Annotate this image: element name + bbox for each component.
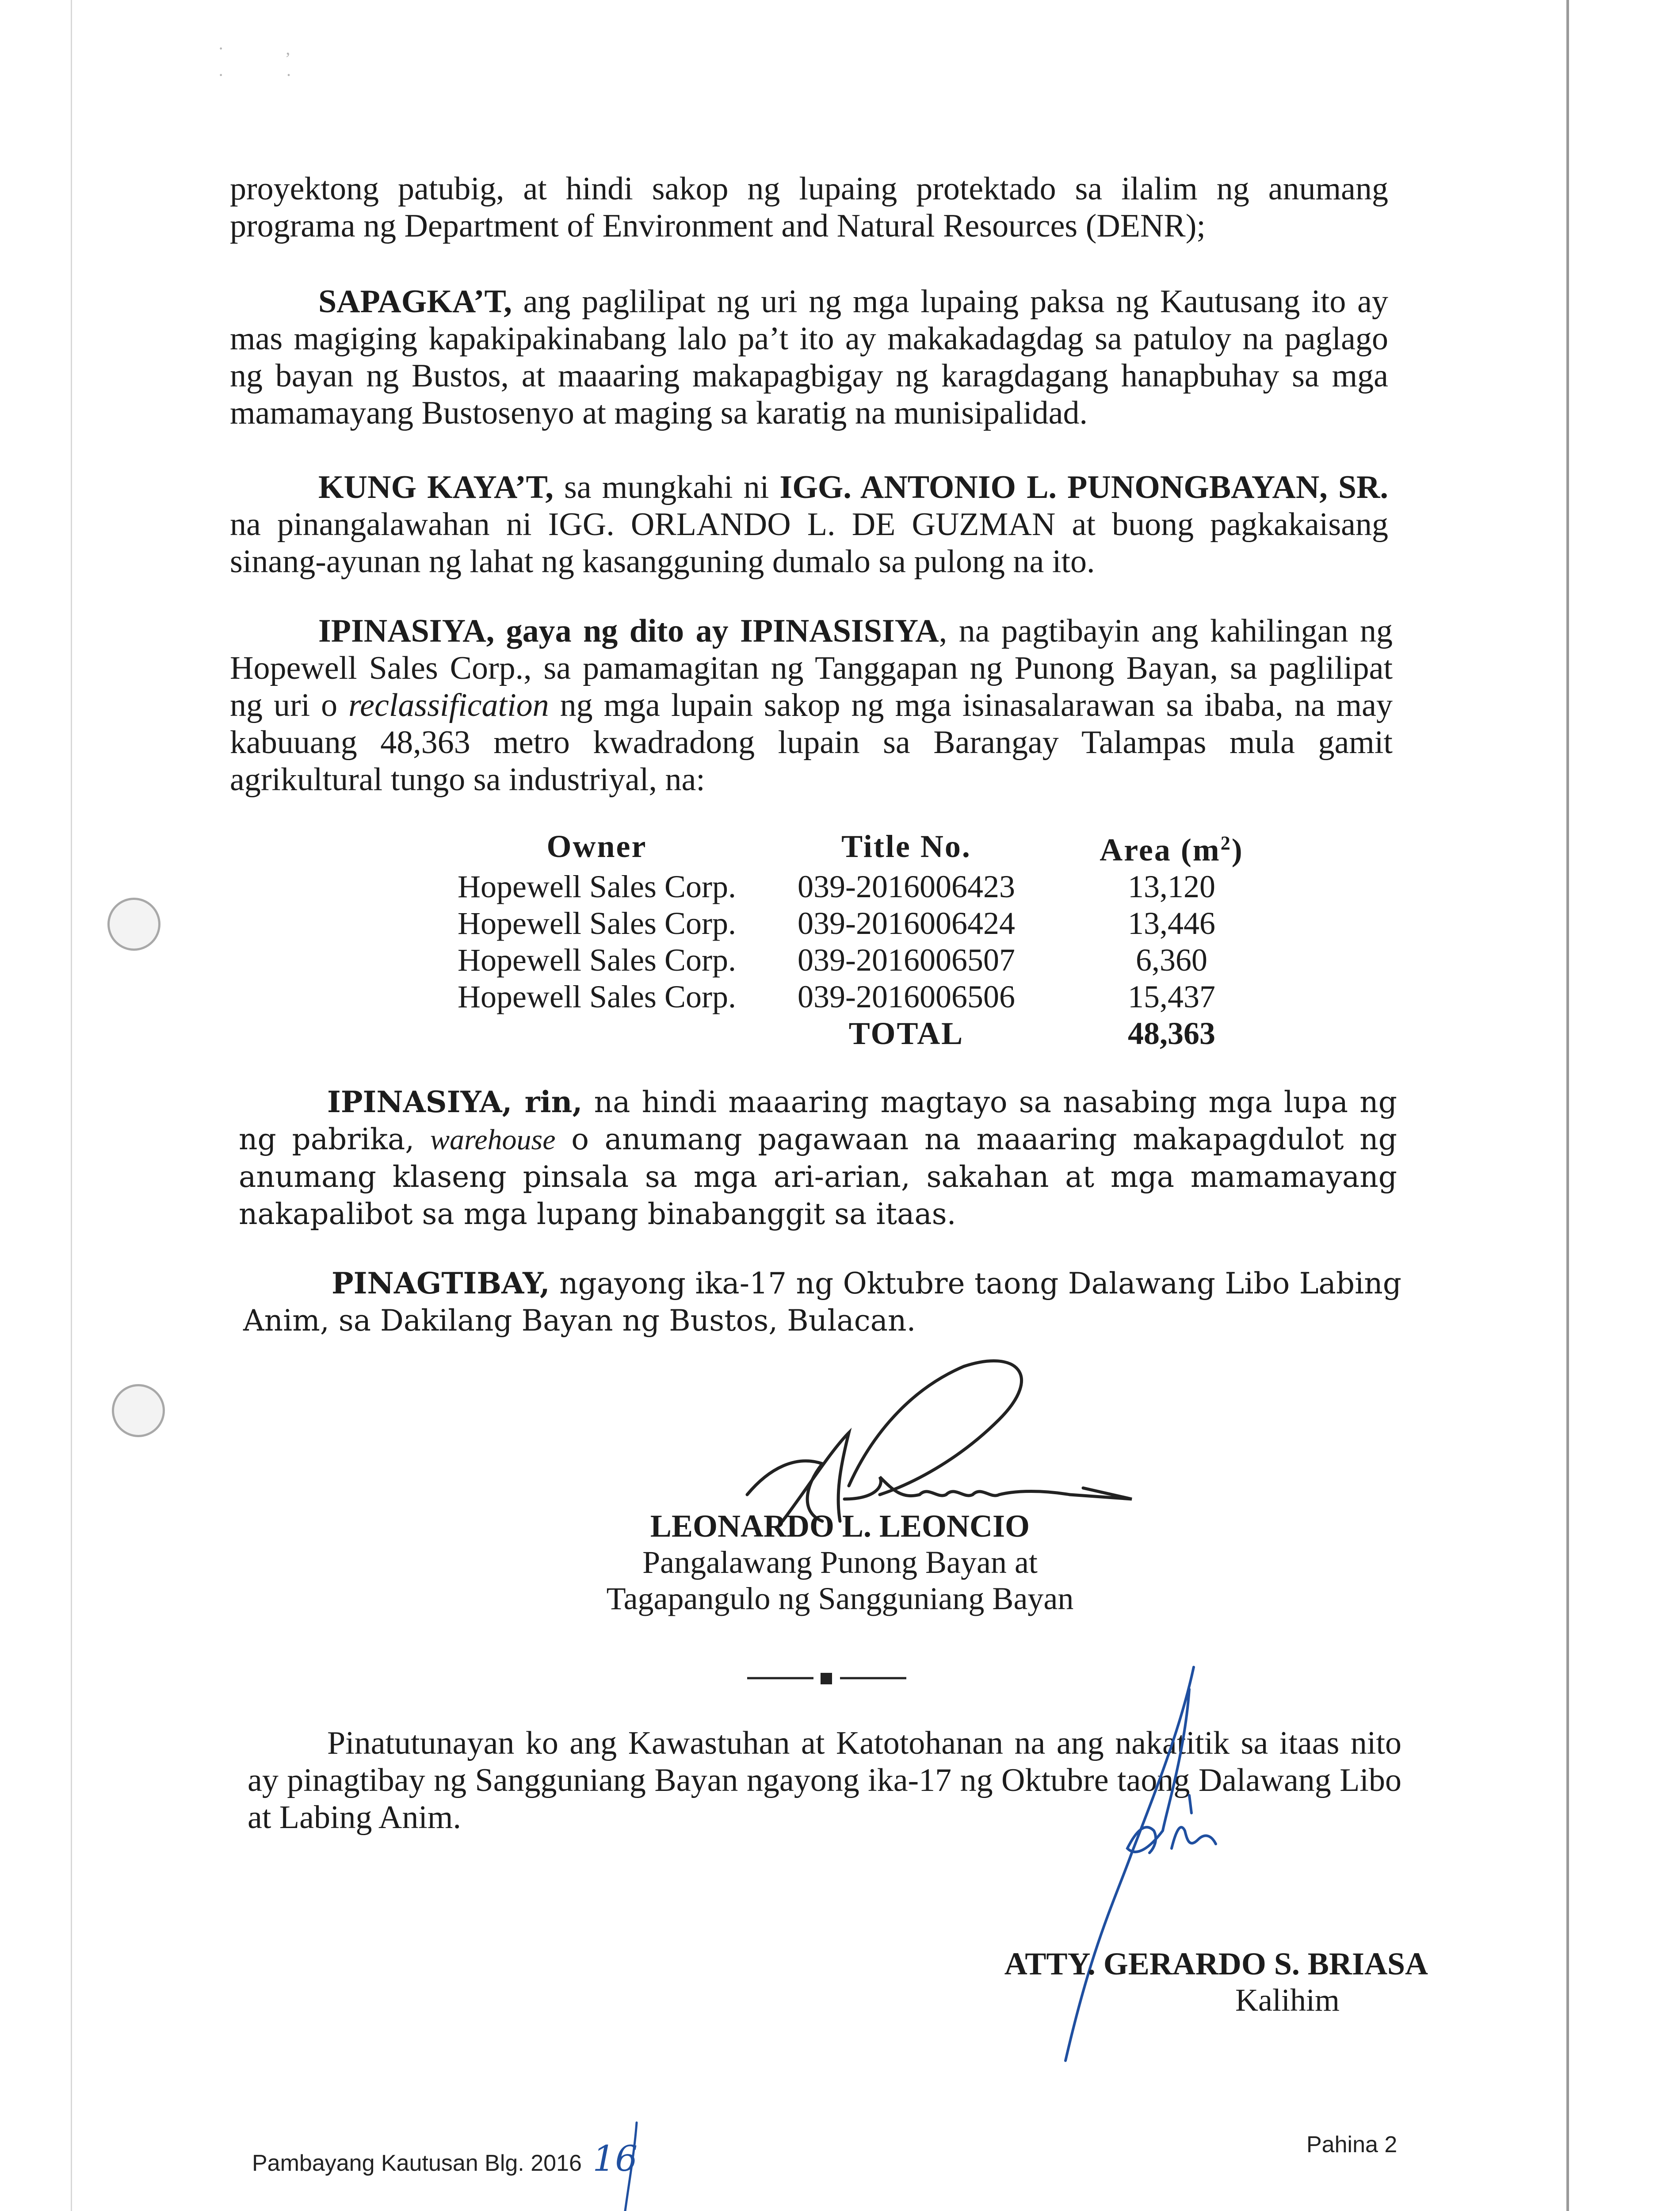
header-area-text: Area (m (1100, 832, 1221, 868)
header-title-no: Title No. (841, 829, 971, 864)
total-label: TOTAL (848, 1016, 964, 1051)
title-cell: 039-2016006423 (798, 869, 1015, 904)
kung-kayat-mid: sa mungkahi ni (553, 469, 780, 505)
owner-cell: Hopewell Sales Corp. (458, 906, 736, 941)
paragraph-kung-kayat (230, 469, 1388, 580)
signature-briasa (1004, 1663, 1233, 2087)
header-owner: Owner (546, 829, 647, 864)
area-cell: 13,120 (1128, 869, 1215, 904)
table-header-row (442, 825, 1282, 868)
header-area-sup: 2 (1220, 832, 1232, 854)
owner-cell: Hopewell Sales Corp. (458, 869, 736, 904)
ipinasiya-body-1: , na pagtibayin ang kahilingan ng Hopewell Sales Corp., sa pamamagitan ng Tanggapan ng Punong Bayan, sa paglilipat ng uri o (230, 613, 1393, 723)
area-cell: 13,446 (1128, 906, 1215, 941)
warehouse-term: warehouse (430, 1124, 556, 1156)
footer-right (1306, 2131, 1397, 2158)
ordinance-handwritten-number: 16 (592, 2138, 638, 2179)
paragraph-pinagtibay (243, 1265, 1401, 1339)
page-number: Pahina 2 (1306, 2132, 1397, 2157)
punch-hole-top (107, 898, 160, 951)
paragraph-sapagkat (230, 283, 1388, 432)
ipinasiya-rin-lead: IPINASIYA, rin, (327, 1085, 583, 1119)
scan-specks: · , · · (218, 38, 309, 85)
owner-cell: Hopewell Sales Corp. (458, 979, 736, 1014)
kung-kayat-body: na pinangalawahan ni IGG. ORLANDO L. DE GUZMAN at buong pagkakaisang sinang-ayunan ng lahat ng kasangguning dumalo sa pulong na ito. (230, 506, 1388, 580)
sapagkat-body: ang paglilipat ng uri ng mga lupaing paksa ng Kautusang ito ay mas magiging kapakipakinabang lalo pa’t ito ay makakadagdag sa patuloy na paglago ng bayan ng Bustos, at maaaring makapagbigay ng karagdagang hanapbuhay sa mga mamamayang Bustosenyo at maging sa karatig na munisipalidad. (230, 283, 1388, 431)
header-area (1061, 825, 1282, 868)
signatory-1-title-1: Pangalawang Punong Bayan at (642, 1545, 1038, 1580)
section-divider (747, 1669, 906, 1687)
table-row (442, 868, 1282, 905)
area-cell: 15,437 (1128, 979, 1215, 1014)
signatory-1-title-2: Tagapangulo ng Sangguniang Bayan (606, 1581, 1074, 1616)
table-row (442, 942, 1282, 979)
handwritten-number-stroke (606, 2114, 659, 2211)
ordinance-label: Pambayang Kautusan Blg. 2016 (252, 2150, 582, 2176)
title-cell: 039-2016006424 (798, 906, 1015, 941)
pinagtibay-lead: PINAGTIBAY, (332, 1266, 550, 1301)
ipinasiya-lead: IPINASIYA, gaya ng dito ay IPINASISIYA (318, 613, 939, 649)
punch-hole-bottom (112, 1384, 165, 1437)
land-table (442, 825, 1282, 1052)
mover-name: IGG. ANTONIO L. PUNONGBAYAN, SR. (779, 469, 1388, 505)
reclassification-term: reclassification (348, 687, 549, 723)
total-value: 48,363 (1128, 1016, 1215, 1051)
kung-kayat-lead: KUNG KAYA’T, (318, 469, 554, 505)
signatory-1-block (477, 1508, 1203, 1617)
sapagkat-lead: SAPAGKA’T, (318, 283, 512, 320)
table-row (442, 905, 1282, 942)
ipinasiya-rin-body-2: o anumang pagawaan na maaaring makapagdulot ng anumang klaseng pinsala sa mga ari-arian, sakahan at mga mamamayang nakapalibot sa mga lupang binabanggit sa itaas. (239, 1122, 1397, 1231)
ipinasiya-body-2: ng mga lupain sakop ng mga isinasalarawan sa ibaba, na may kabuuang 48,363 metro kwadradong lupain sa Barangay Talampas mula gamit agrikultural tungo sa industriyal, na: (230, 687, 1393, 798)
title-cell: 039-2016006506 (798, 979, 1015, 1014)
owner-cell: Hopewell Sales Corp. (458, 942, 736, 978)
area-cell: 6,360 (1136, 942, 1207, 978)
signature-leoncio-stroke (747, 1361, 1132, 1521)
signatory-2-title: Kalihim (1235, 1982, 1340, 2018)
signatory-2-block (946, 1946, 1428, 2018)
certification-text: Pinatutunayan ko ang Kawastuhan at Katotohanan na ang nakatitik sa itaas nito ay pinagtibay ng Sangguniang Bayan ngayong ika-17 ng Oktubre taong Dalawang Libo at Labing Anim. (248, 1725, 1401, 1836)
header-area-close: ) (1231, 832, 1244, 868)
signatory-2-name: ATTY. GERARDO S. BRIASA (1004, 1946, 1428, 1981)
table-total-row (442, 1015, 1282, 1052)
table-row (442, 979, 1282, 1015)
paragraph-ipinasiya (230, 612, 1393, 798)
pinagtibay-body: ngayong ika-17 ng Oktubre taong Dalawang Libo Labing Anim, sa Dakilang Bayan ng Bustos, Bulacan. (243, 1266, 1401, 1338)
divider-square (821, 1673, 832, 1684)
paragraph-denr (230, 170, 1388, 245)
paragraph-ipinasiya-rin (239, 1083, 1397, 1233)
title-cell: 039-2016006507 (798, 942, 1015, 978)
signatory-1-name: LEONARDO L. LEONCIO (650, 1508, 1030, 1544)
paragraph-denr-text: proyektong patubig, at hindi sakop ng lupaing protektado sa ilalim ng anumang programa ng Department of Environment and Natural Resources (DENR); (230, 171, 1388, 244)
footer-left (252, 2138, 638, 2179)
ipinasiya-rin-body-1: na hindi maaaring magtayo sa nasabing mga lupa ng ng pabrika, (239, 1085, 1397, 1156)
